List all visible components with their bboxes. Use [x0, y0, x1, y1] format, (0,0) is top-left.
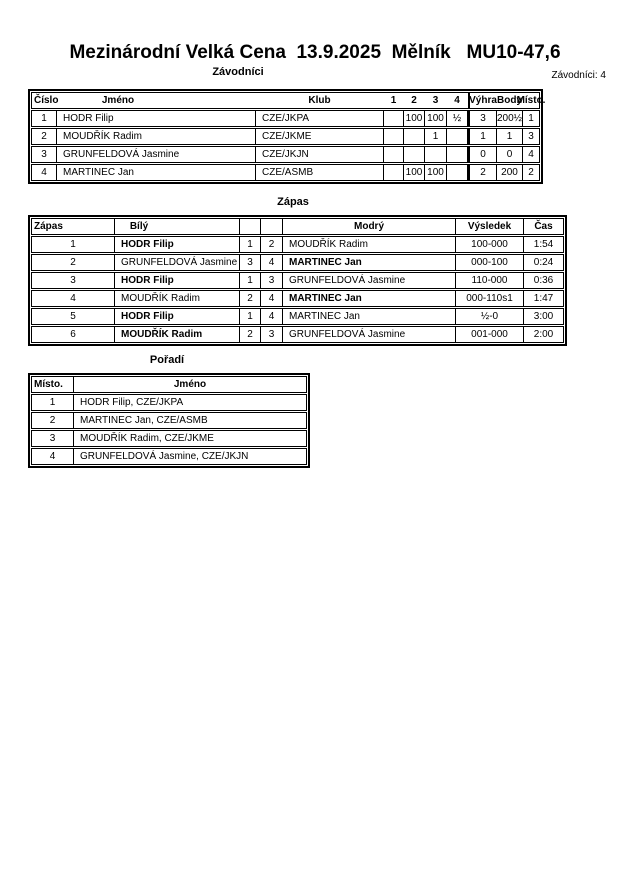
cell-vyhra: 2	[468, 165, 497, 180]
table-row	[31, 412, 307, 429]
header-modry: Modrý	[283, 219, 456, 234]
header-blue-number	[261, 219, 283, 234]
cell-blue-number: 4	[261, 255, 283, 270]
cell-match-number: 5	[32, 309, 115, 324]
cell-blue-name: GRUNFELDOVÁ Jasmine	[283, 327, 456, 342]
cell-white-number: 3	[240, 255, 261, 270]
header-bily: Bílý	[115, 219, 240, 234]
cell-white-name: GRUNFELDOVÁ Jasmine	[115, 255, 240, 270]
cell-round-4: ½	[447, 111, 468, 126]
cell-round-1	[384, 111, 404, 126]
zapas-table	[28, 215, 567, 346]
cell-misto: 2	[528, 167, 534, 178]
cell-white-number: 1	[240, 309, 261, 324]
cell-time: 3:00	[533, 311, 554, 322]
cell-klub: CZE/ASMB	[256, 165, 384, 180]
cell-white-name: HODR Filip	[115, 237, 240, 252]
zavodnici-header-row	[31, 92, 546, 109]
cell-body: 200½	[496, 113, 523, 124]
cell-match-number: 6	[32, 327, 115, 342]
cell-result: 000-110s1	[456, 291, 524, 306]
cell-round-4	[447, 165, 468, 180]
cell-round-2: 100	[404, 111, 425, 126]
table-row	[31, 272, 564, 289]
header-vyhra: Výhra	[469, 95, 497, 106]
cell-name: HODR Filip, CZE/JKPA	[80, 397, 184, 408]
cell-blue-number: 4	[261, 291, 283, 306]
cell-white-name: HODR Filip	[115, 273, 240, 288]
cell-misto: 3	[528, 131, 534, 142]
cell-round-2	[404, 129, 425, 144]
cell-vyhra: 0	[468, 147, 497, 162]
cell-result: 000-100	[456, 255, 524, 270]
section-title-poradi: Pořadí	[149, 354, 185, 366]
poradi-header-row	[31, 376, 307, 393]
cell-result: 110-000	[456, 273, 524, 288]
cell-name: MOUDŘÍK Radim, CZE/JKME	[80, 433, 214, 444]
cell-cislo: 3	[32, 147, 57, 162]
header-white-number	[240, 219, 261, 234]
table-row	[31, 110, 540, 127]
header-misto: Místo.	[516, 95, 546, 106]
cell-klub: CZE/JKME	[256, 129, 384, 144]
table-row	[31, 326, 564, 343]
cell-cislo: 2	[32, 129, 57, 144]
header-zapas: Zápas	[32, 219, 115, 234]
cell-misto: 1	[528, 113, 534, 124]
cell-blue-number: 3	[261, 327, 283, 342]
cell-blue-name: MARTINEC Jan	[283, 291, 456, 306]
cell-place: 2	[32, 413, 74, 428]
cell-match-number: 4	[32, 291, 115, 306]
cell-white-number: 1	[240, 273, 261, 288]
cell-name: MARTINEC Jan, CZE/ASMB	[80, 415, 208, 426]
cell-white-number: 2	[240, 327, 261, 342]
cell-round-4	[447, 129, 468, 144]
cell-match-number: 3	[32, 273, 115, 288]
cell-time: 0:36	[533, 275, 554, 286]
header-jmeno: Jméno	[173, 379, 207, 390]
cell-body: 200	[497, 165, 523, 180]
cell-blue-name: MARTINEC Jan	[283, 309, 456, 324]
table-row	[31, 394, 307, 411]
cell-white-number: 1	[240, 237, 261, 252]
header-round-2: 2	[411, 95, 417, 106]
table-row	[31, 254, 564, 271]
cell-blue-name: MARTINEC Jan	[283, 255, 456, 270]
cell-round-3: 100	[425, 111, 447, 126]
cell-match-number: 2	[32, 255, 115, 270]
competitors-count-label: Závodníci: 4	[551, 70, 606, 81]
cell-result: 001-000	[456, 327, 524, 342]
cell-body: 0	[497, 147, 523, 162]
cell-round-2	[404, 147, 425, 162]
cell-round-1	[384, 165, 404, 180]
header-klub: Klub	[308, 95, 331, 106]
cell-round-3	[425, 147, 447, 162]
cell-blue-number: 4	[261, 309, 283, 324]
cell-place: 3	[32, 431, 74, 446]
zavodnici-table	[28, 89, 546, 184]
header-vysledek: Výsledek	[456, 219, 524, 234]
cell-jmeno: HODR Filip	[57, 111, 256, 126]
cell-klub: CZE/JKJN	[256, 147, 384, 162]
table-row	[31, 146, 540, 163]
cell-jmeno: MOUDŘÍK Radim	[57, 129, 256, 144]
section-title-zapas: Zápas	[277, 196, 309, 208]
cell-round-2: 100	[404, 165, 425, 180]
cell-round-3: 1	[425, 129, 447, 144]
section-title-zavodnici: Závodníci	[212, 66, 264, 78]
cell-name: GRUNFELDOVÁ Jasmine, CZE/JKJN	[80, 451, 249, 462]
header-jmeno: Jméno	[101, 95, 135, 106]
cell-time: 2:00	[533, 329, 554, 340]
cell-white-name: MOUDŘÍK Radim	[115, 327, 240, 342]
page-title: Mezinárodní Velká Cena 13.9.2025 Mělník MU10-47,6	[69, 42, 561, 63]
cell-misto: 4	[528, 149, 534, 160]
header-cas: Čas	[534, 221, 553, 232]
cell-cislo: 4	[32, 165, 57, 180]
cell-time: 1:47	[533, 293, 554, 304]
cell-blue-number: 3	[261, 273, 283, 288]
cell-round-1	[384, 129, 404, 144]
cell-match-number: 1	[32, 237, 115, 252]
cell-jmeno: GRUNFELDOVÁ Jasmine	[57, 147, 256, 162]
header-round-3: 3	[432, 95, 439, 106]
cell-body: 1	[497, 129, 523, 144]
table-row	[31, 448, 307, 465]
cell-round-3: 100	[425, 165, 447, 180]
cell-blue-name: MOUDŘÍK Radim	[283, 237, 456, 252]
cell-vyhra: 1	[468, 129, 497, 144]
table-row	[31, 430, 307, 447]
cell-white-number: 2	[240, 291, 261, 306]
cell-time: 1:54	[533, 239, 554, 250]
cell-white-name: MOUDŘÍK Radim	[115, 291, 240, 306]
cell-round-1	[384, 147, 404, 162]
header-round-1: 1	[390, 95, 397, 106]
cell-place: 4	[32, 449, 74, 464]
header-cislo: Číslo	[34, 95, 59, 106]
cell-blue-name: GRUNFELDOVÁ Jasmine	[283, 273, 456, 288]
table-row	[31, 164, 540, 181]
cell-jmeno: MARTINEC Jan	[57, 165, 256, 180]
cell-vyhra: 3	[468, 111, 497, 126]
cell-cislo: 1	[32, 111, 57, 126]
cell-round-4	[447, 147, 468, 162]
table-row	[31, 128, 540, 145]
zapas-header-row	[31, 218, 564, 235]
cell-white-name: HODR Filip	[115, 309, 240, 324]
cell-place: 1	[32, 395, 74, 410]
cell-blue-number: 2	[261, 237, 283, 252]
cell-result: ½-0	[456, 309, 524, 324]
cell-result: 100-000	[456, 237, 524, 252]
table-row	[31, 308, 564, 325]
header-round-4: 4	[454, 95, 460, 106]
cell-time: 0:24	[533, 257, 554, 268]
header-misto: Místo.	[32, 377, 74, 392]
poradi-table	[28, 373, 310, 468]
table-row	[31, 236, 564, 253]
header-body: Body	[497, 95, 522, 106]
table-row	[31, 290, 564, 307]
cell-klub: CZE/JKPA	[256, 111, 384, 126]
